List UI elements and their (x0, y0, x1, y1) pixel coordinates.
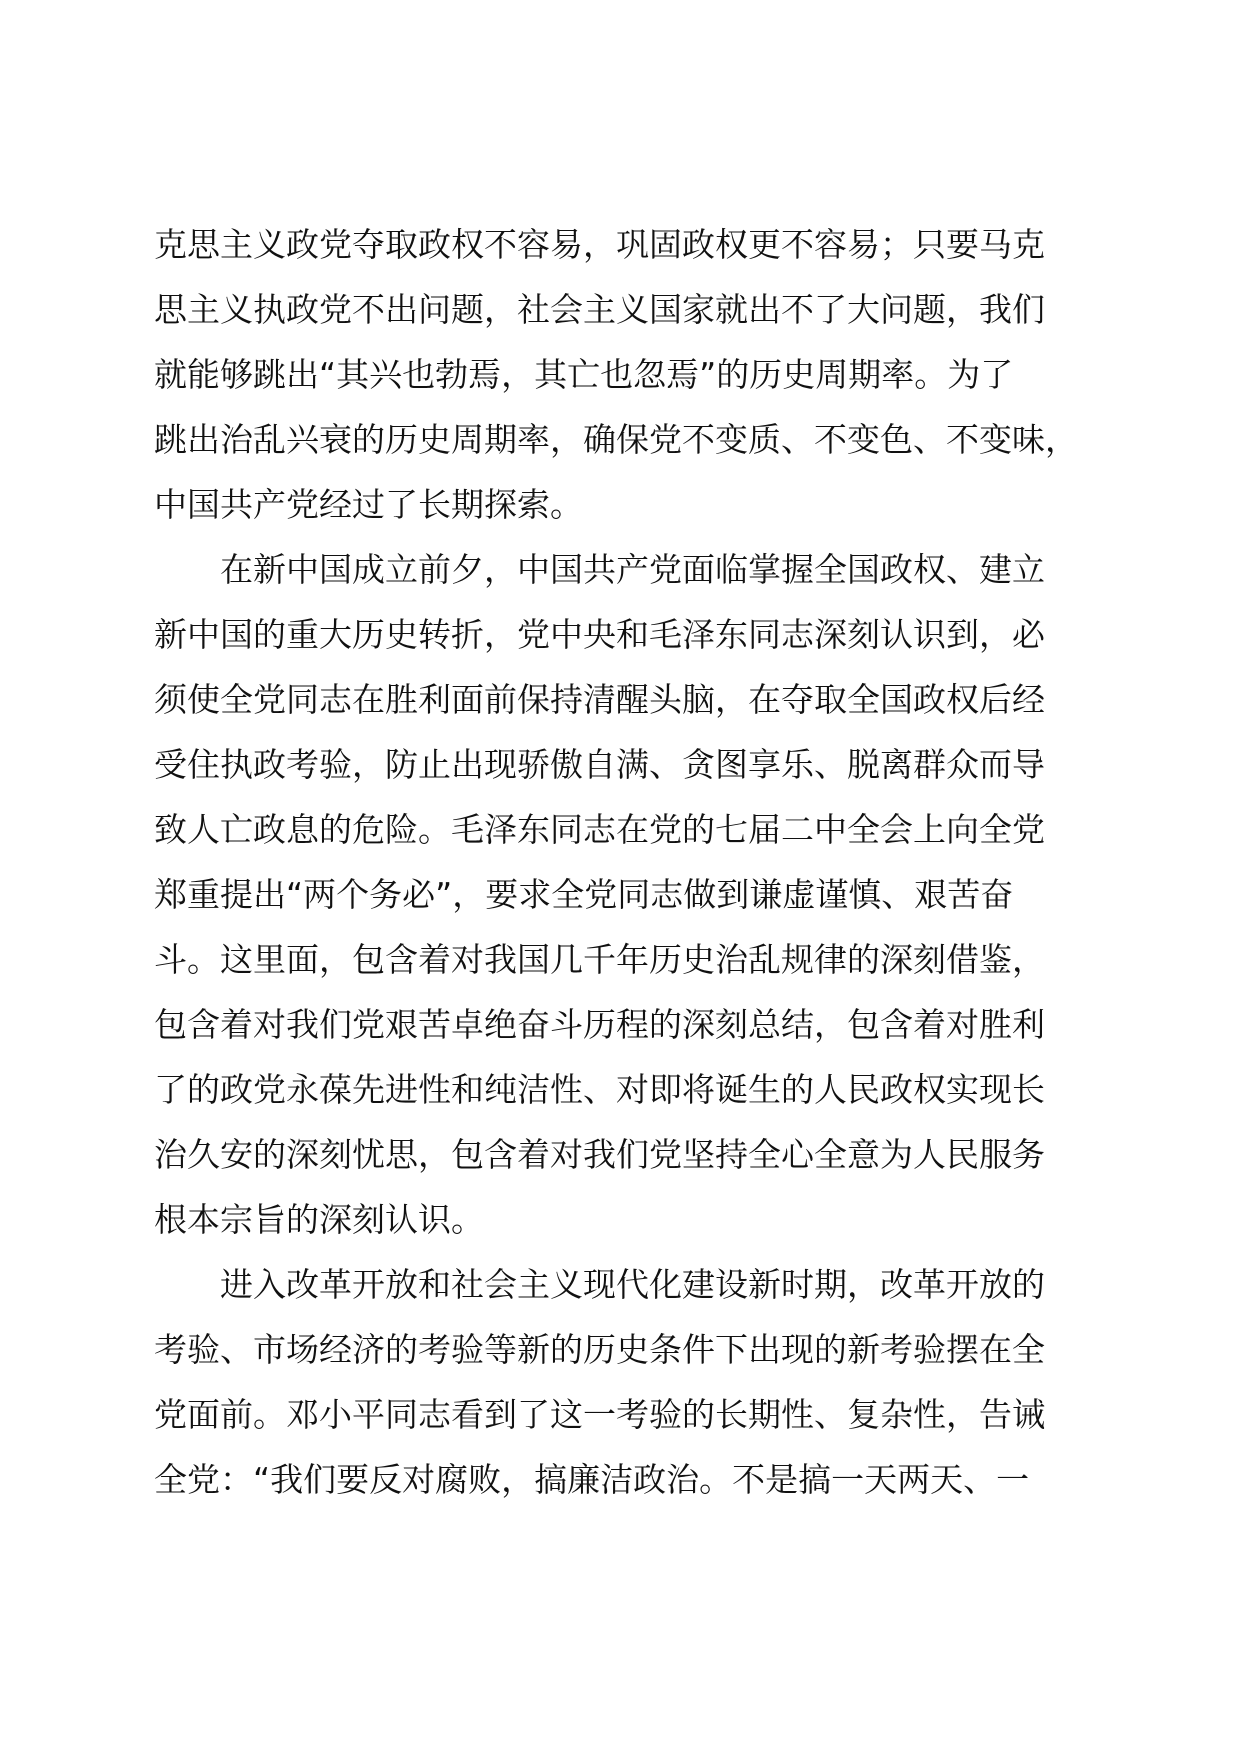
text-line: 包含着对我们党艰苦卓绝奋斗历程的深刻总结，包含着对胜利 (154, 1005, 1045, 1044)
text-line: 思主义执政党不出问题，社会主义国家就出不了大问题，我们 (154, 290, 1045, 329)
paragraph-3 (154, 1252, 1094, 1512)
text-line: 了的政党永葆先进性和纯洁性、对即将诞生的人民政权实现长 (154, 1070, 1045, 1109)
text-line: 就能够跳出“其兴也勃焉，其亡也忽焉”的历史周期率。为了 (154, 355, 1014, 394)
paragraph-2 (154, 537, 1094, 1252)
paragraph-1 (154, 212, 1094, 537)
text-line: 全党：“我们要反对腐败，搞廉洁政治。不是搞一天两天、一 (154, 1460, 1030, 1499)
text-line: 党面前。邓小平同志看到了这一考验的长期性、复杂性，告诫 (154, 1395, 1045, 1434)
text-line: 斗。这里面，包含着对我国几千年历史治乱规律的深刻借鉴， (154, 940, 1045, 979)
text-line: 根本宗旨的深刻认识。 (154, 1200, 484, 1239)
text-line: 跳出治乱兴衰的历史周期率，确保党不变质、不变色、不变味， (154, 420, 1078, 459)
text-line: 受住执政考验，防止出现骄傲自满、贪图享乐、脱离群众而导 (154, 745, 1045, 784)
text-line: 克思主义政党夺取政权不容易，巩固政权更不容易；只要马克 (154, 225, 1045, 264)
text-line: 考验、市场经济的考验等新的历史条件下出现的新考验摆在全 (154, 1330, 1045, 1369)
text-line: 新中国的重大历史转折，党中央和毛泽东同志深刻认识到，必 (154, 615, 1045, 654)
text-line: 郑重提出“两个务必”，要求全党同志做到谦虚谨慎、艰苦奋 (154, 875, 1014, 914)
text-line: 须使全党同志在胜利面前保持清醒头脑，在夺取全国政权后经 (154, 680, 1045, 719)
body-text (154, 212, 1094, 1512)
text-line: 致人亡政息的危险。毛泽东同志在党的七届二中全会上向全党 (154, 810, 1045, 849)
text-line: 进入改革开放和社会主义现代化建设新时期，改革开放的 (220, 1265, 1045, 1304)
text-line: 在新中国成立前夕，中国共产党面临掌握全国政权、建立 (220, 550, 1045, 589)
text-line: 治久安的深刻忧思，包含着对我们党坚持全心全意为人民服务 (154, 1135, 1045, 1174)
text-line: 中国共产党经过了长期探索。 (154, 485, 583, 524)
